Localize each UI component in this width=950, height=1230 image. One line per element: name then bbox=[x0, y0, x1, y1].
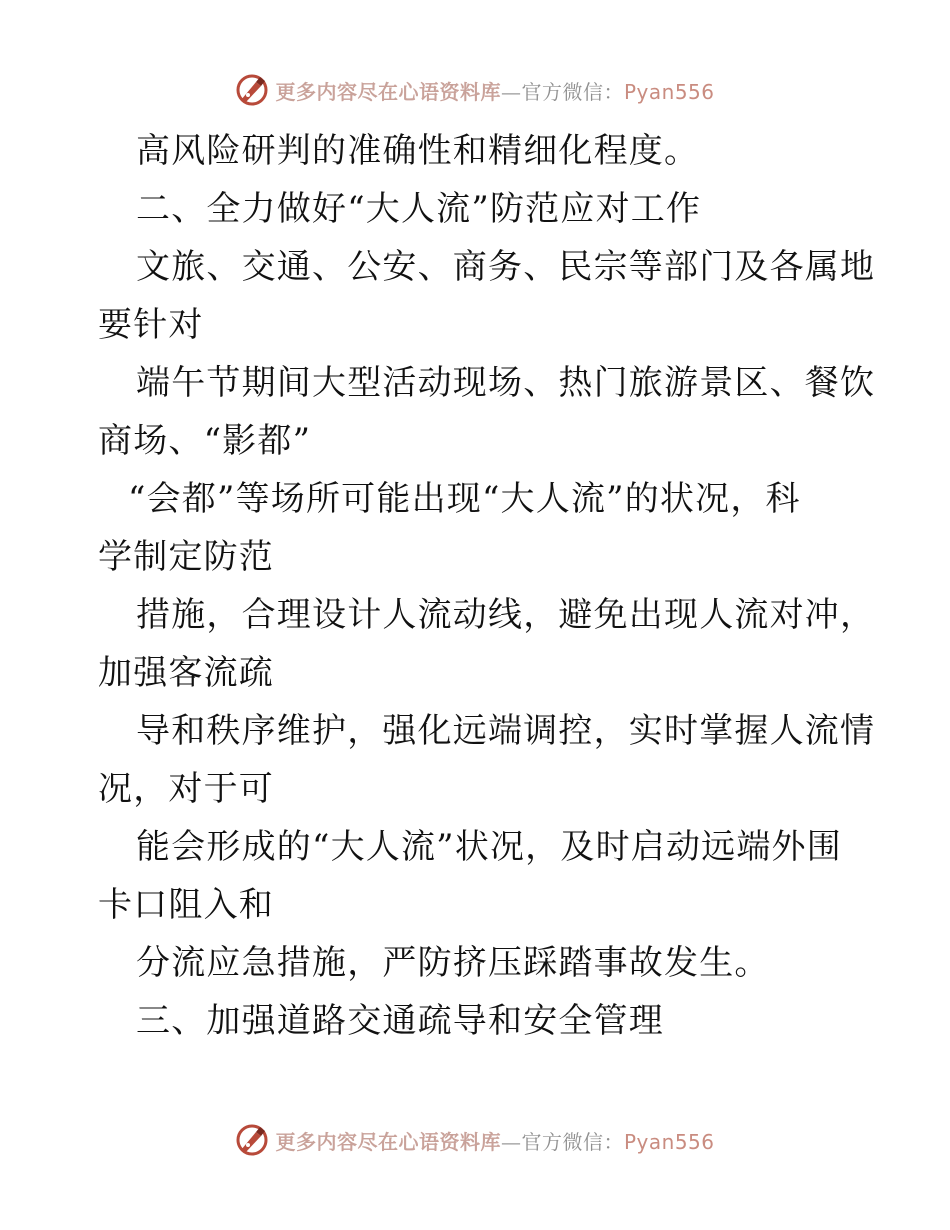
text-line: 卡口阻入和 bbox=[98, 885, 274, 925]
watermark-text bbox=[275, 1126, 714, 1155]
text-line: 导和秩序维护，强化远端调控，实时掌握人流情 bbox=[136, 711, 876, 751]
watermark-site: 更多内容尽在心语资料库 bbox=[275, 1129, 501, 1154]
watermark-account-id: Pyan556 bbox=[623, 79, 715, 104]
watermark-dash: — bbox=[500, 1129, 522, 1154]
text-line: 要针对 bbox=[98, 305, 204, 345]
text-line: 文旅、交通、公安、商务、民宗等部门及各属地 bbox=[136, 247, 876, 287]
text-line: 措施，合理设计人流动线，避免出现人流对冲， bbox=[136, 595, 876, 635]
watermark-account-label: 官方微信： bbox=[521, 79, 624, 104]
section-heading: 三、加强道路交通疏导和安全管理 bbox=[136, 1001, 664, 1041]
watermark-account-label: 官方微信： bbox=[521, 1129, 624, 1154]
document-body bbox=[98, 122, 876, 1050]
footer-watermark bbox=[0, 1120, 950, 1160]
watermark-account-id: Pyan556 bbox=[623, 1129, 715, 1154]
section-heading: 二、全力做好“大人流”防范应对工作 bbox=[136, 189, 702, 229]
watermark-dash: — bbox=[500, 79, 522, 104]
text-line: 能会形成的“大人流”状况，及时启动远端外围 bbox=[136, 827, 842, 867]
quill-pen-circle-icon bbox=[235, 1123, 269, 1157]
text-line: 端午节期间大型活动现场、热门旅游景区、餐饮 bbox=[136, 363, 876, 403]
text-line: 分流应急措施，严防挤压踩踏事故发生。 bbox=[136, 943, 770, 983]
text-line: 加强客流疏 bbox=[98, 653, 274, 693]
header-watermark bbox=[0, 70, 950, 110]
text-line: 商场、“影都” bbox=[98, 421, 312, 461]
text-line: 高风险研判的准确性和精细化程度。 bbox=[136, 131, 700, 171]
watermark-text bbox=[275, 76, 714, 105]
watermark-site: 更多内容尽在心语资料库 bbox=[275, 79, 501, 104]
text-line: 学制定防范 bbox=[98, 537, 274, 577]
quill-pen-circle-icon bbox=[235, 73, 269, 107]
text-line: 况，对于可 bbox=[98, 769, 274, 809]
text-line: “会都”等场所可能出现“大人流”的状况，科 bbox=[128, 479, 801, 519]
